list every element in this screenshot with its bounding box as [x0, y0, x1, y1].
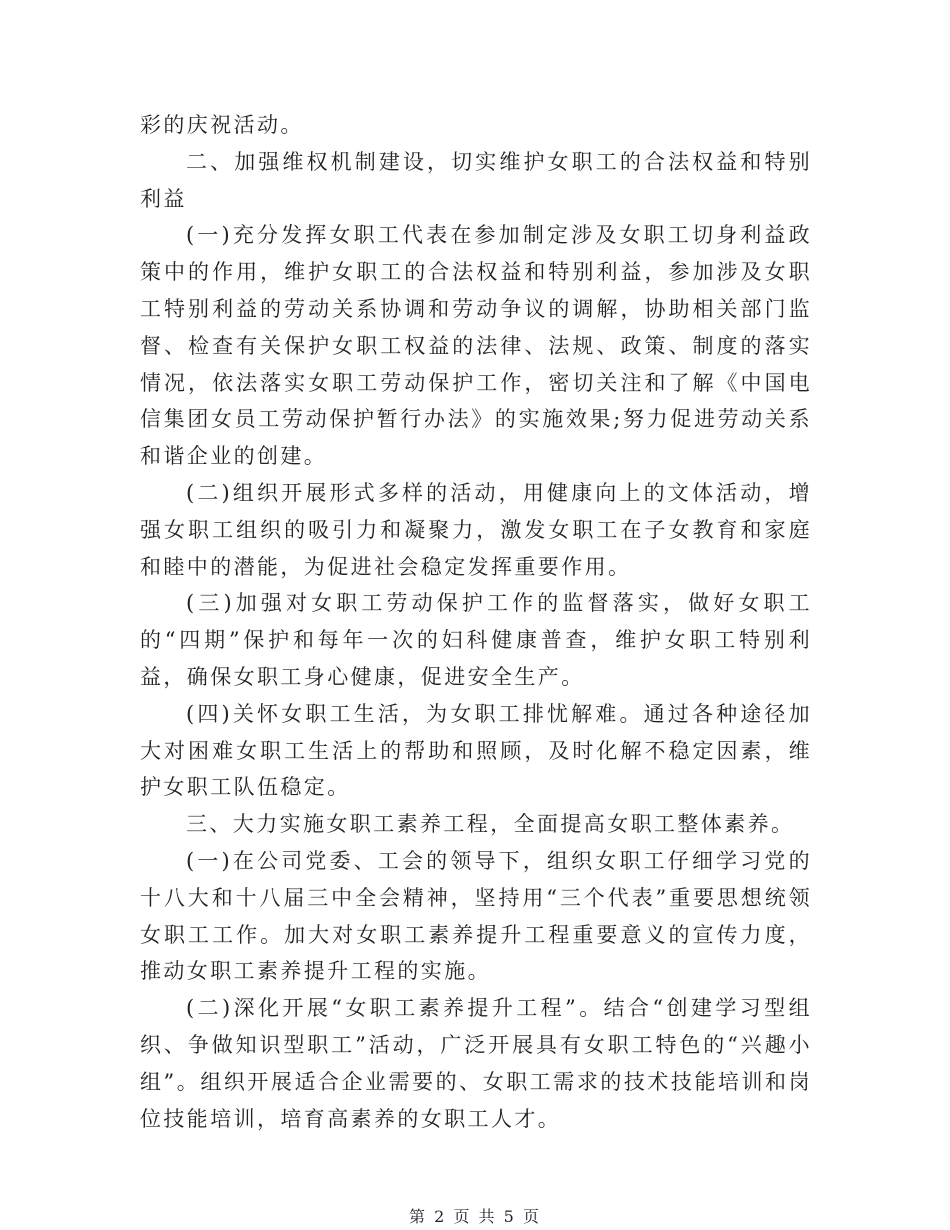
footer-total-unit: 页 [522, 1207, 541, 1226]
document-body [140, 107, 812, 1137]
footer-current-page: 2 [434, 1207, 447, 1226]
paragraph-3-2: (二)深化开展“女职工素养提升工程”。结合“创建学习型组织、争做知识型职工”活动，广泛开展具有女职工特色的“兴趣小组”。组织开展适合企业需要的、女职工需求的技术技能培训和岗位技能培训，培育高素养的女职工人才。 [140, 996, 812, 1131]
footer-prefix: 第 [409, 1207, 428, 1226]
paragraph-2-3: (三)加强对女职工劳动保护工作的监督落实，做好女职工的“四期”保护和每年一次的妇科健康普查，维护女职工特别利益，确保女职工身心健康，促进安全生产。 [140, 591, 812, 689]
paragraph-2-1: (一)充分发挥女职工代表在参加制定涉及女职工切身利益政策中的作用，维护女职工的合法权益和特别利益，参加涉及女职工特别利益的劳动关系协调和劳动争议的调解，协助相关部门监督、检查有关保护女职工权益的法律、法规、政策、制度的落实情况，依法落实女职工劳动保护工作，密切关注和了解《中国电信集团女员工劳动保护暂行办法》的实施效果;努力促进劳动关系和谐企业的创建。 [140, 223, 812, 469]
page-footer [0, 1207, 950, 1227]
footer-page-unit: 页 [453, 1207, 472, 1226]
paragraph-2-2: (二)组织开展形式多样的活动，用健康向上的文体活动，增强女职工组织的吸引力和凝聚力，激发女职工在子女教育和家庭和睦中的潜能，为促进社会稳定发挥重要作用。 [140, 480, 812, 579]
section-heading-3: 三、大力实施女职工素养工程，全面提高女职工整体素养。 [186, 812, 795, 837]
paragraph-3-1: (一)在公司党委、工会的领导下，组织女职工仔细学习党的十八大和十八届三中全会精神，坚持用“三个代表”重要思想统领女职工工作。加大对女职工素养提升工程重要意义的宣传力度，推动女职工素养提升工程的实施。 [140, 848, 812, 984]
paragraph-2-4: (四)关怀女职工生活，为女职工排忧解难。通过各种途径加大对困难女职工生活上的帮助和照顾，及时化解不稳定因素，维护女职工队伍稳定。 [140, 701, 812, 800]
footer-total-prefix: 共 [478, 1207, 497, 1226]
paragraph-continuation: 彩的庆祝活动。 [140, 113, 304, 137]
footer-total-pages: 5 [503, 1207, 516, 1226]
section-heading-2: 二、加强维权机制建设，切实维护女职工的合法权益和特别利益 [140, 149, 812, 211]
